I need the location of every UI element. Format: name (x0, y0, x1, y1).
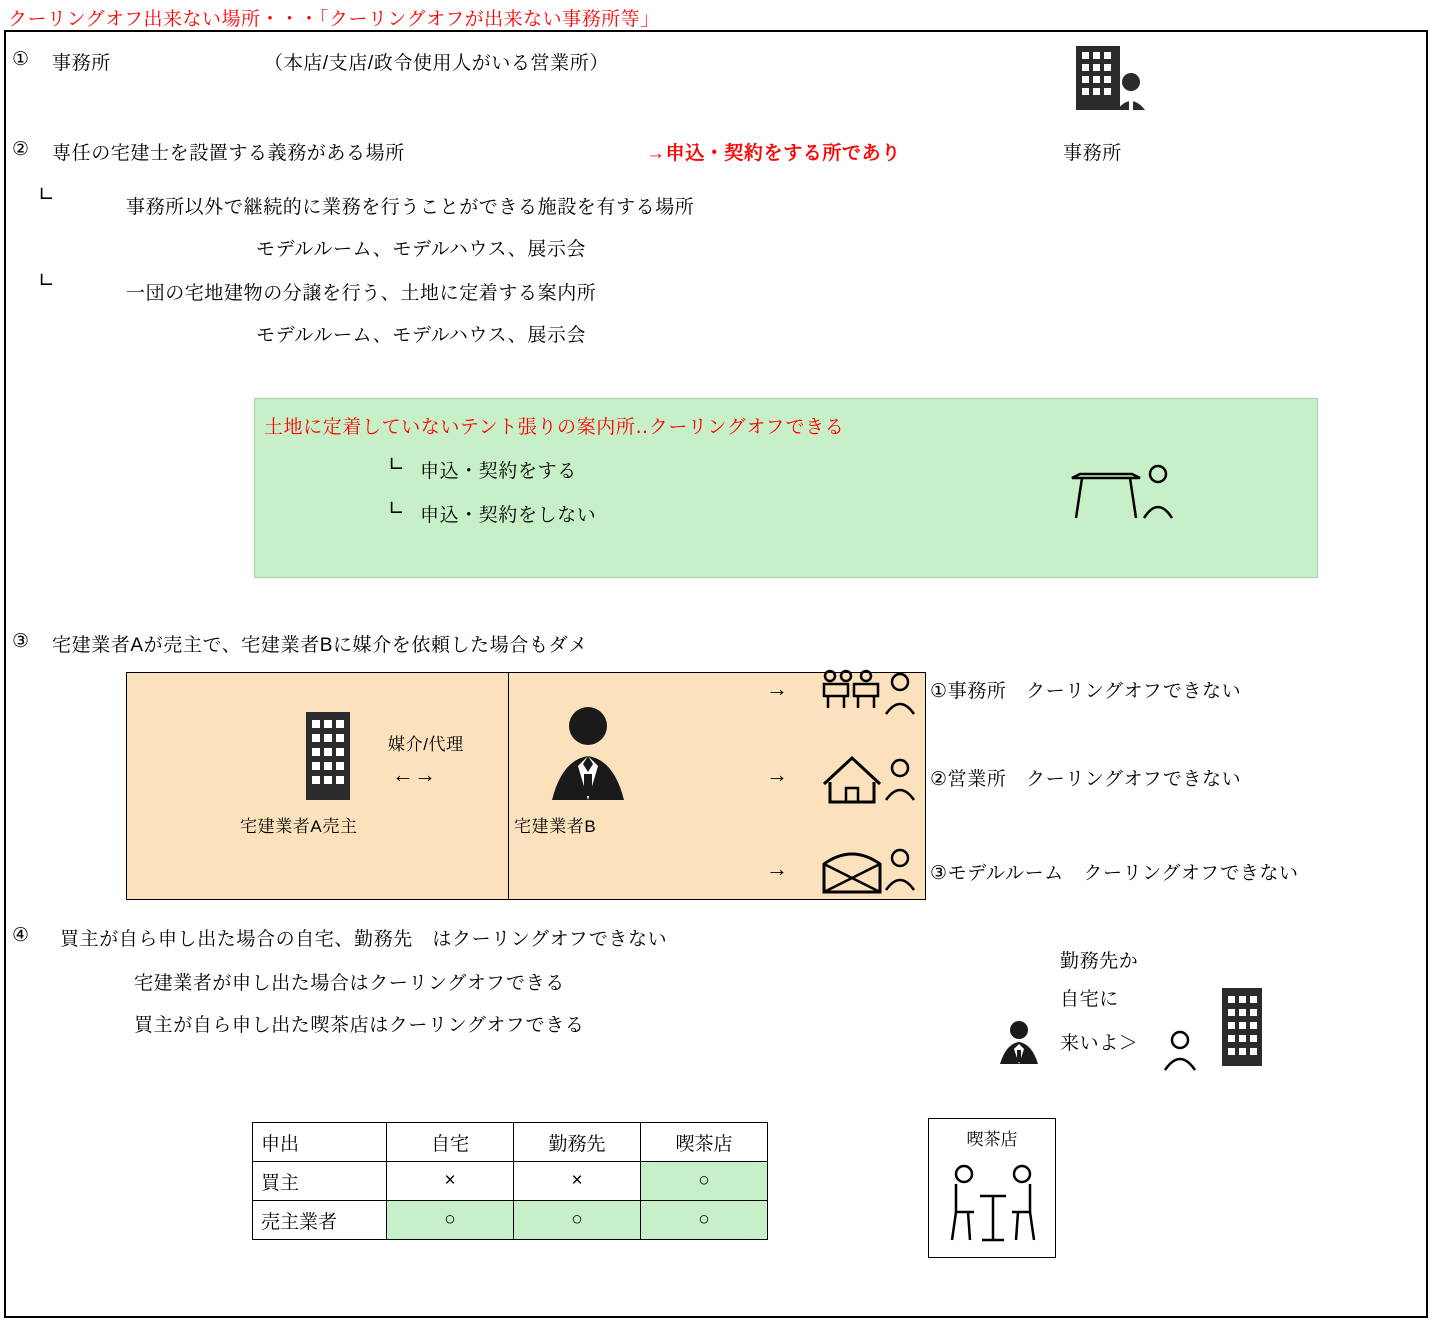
item-3-text: 宅建業者Aが売主で、宅建業者Bに媒介を依頼した場合もダメ (52, 635, 588, 656)
item-1-text: 事務所 (52, 53, 111, 74)
corner-hook-icon-1: ∟ (38, 182, 55, 206)
item-1-paren: （本店/支店/政令使用人がいる営業所） (264, 53, 609, 74)
corner-hook-icon-3: ∟ (388, 452, 405, 476)
model-room-icon (818, 842, 918, 905)
item-1-number: ① (12, 49, 30, 70)
item-4-sub-2: 買主が自ら申し出た喫茶店はクーリングオフできる (134, 1015, 585, 1036)
cafe-people-icon (944, 1160, 1042, 1257)
item-4-side-2: 自宅に (1060, 989, 1119, 1010)
item-4-sub-1: 宅建業者が申し出た場合はクーリングオフできる (134, 973, 565, 994)
company-b-label: 宅建業者B (514, 817, 597, 836)
item-2-sub-2-detail: モデルルーム、モデルハウス、展示会 (256, 325, 587, 346)
table-header-cell-1: 自宅 (387, 1123, 514, 1162)
page-title: クーリングオフ出来ない場所・・・「クーリングオフが出来ない事務所等」 (8, 9, 660, 30)
arrow-icon-2: → (766, 762, 788, 787)
office-icon-caption: 事務所 (1063, 143, 1122, 164)
buyer-person-icon (1158, 1028, 1202, 1077)
mediation-label: 媒介/代理 (388, 735, 464, 754)
tent-table-person-icon (1070, 452, 1180, 533)
table-row-1-cell-0: ○ (387, 1201, 514, 1240)
item-2-sub-2: 一団の宅地建物の分譲を行う、土地に定着する案内所 (126, 283, 597, 304)
summary-table (252, 1122, 768, 1240)
table-row-1-label: 売主業者 (253, 1201, 387, 1240)
mediation-arrow-icon: ←→ (392, 762, 436, 787)
item-2-red-note: →申込・契約をする所であり (646, 143, 901, 164)
item-2-sub-1: 事務所以外で継続的に業務を行うことができる施設を有する場所 (126, 197, 695, 218)
item-4-text: 買主が自ら申し出た場合の自宅、勤務先 はクーリングオフできない (60, 929, 668, 950)
table-row (253, 1162, 768, 1201)
company-a-building-icon (296, 706, 360, 811)
agent-person-icon (996, 1018, 1042, 1071)
table-row-0-label: 買主 (253, 1162, 387, 1201)
table-header-cell-2: 勤務先 (514, 1123, 641, 1162)
item-3-right-1: ①事務所 クーリングオフできない (930, 681, 1242, 702)
table-row-1-cell-2: ○ (641, 1201, 768, 1240)
item-3-number: ③ (12, 631, 30, 652)
corner-hook-icon-2: ∟ (38, 268, 55, 292)
arrow-icon-1: → (766, 676, 788, 701)
item-2-sub-1-detail: モデルルーム、モデルハウス、展示会 (256, 239, 587, 260)
office-desks-icon (818, 668, 918, 729)
table-row-0-cell-2: ○ (641, 1162, 768, 1201)
house-icon (818, 752, 918, 815)
cafe-caption: 喫茶店 (966, 1130, 1018, 1149)
company-a-label: 宅建業者A売主 (240, 817, 358, 836)
table-header-cell-3: 喫茶店 (641, 1123, 768, 1162)
item-3-right-2: ②営業所 クーリングオフできない (930, 769, 1242, 790)
corner-hook-icon-4: ∟ (388, 496, 405, 520)
item-2-text: 専任の宅建士を設置する義務がある場所 (52, 143, 405, 164)
item-4-side-1: 勤務先か (1060, 951, 1139, 972)
table-header-row (253, 1123, 768, 1162)
tent-panel-title: 土地に定着していないテント張りの案内所‥クーリングオフできる (264, 417, 845, 438)
table-row-0-cell-0: × (387, 1162, 514, 1201)
item-4-side-3: 来いよ＞ (1060, 1033, 1139, 1054)
item-3-right-3: ③モデルルーム クーリングオフできない (930, 863, 1299, 884)
item-2-number: ② (12, 139, 30, 160)
tent-panel-line-2: 申込・契約をしない (420, 505, 597, 526)
arrow-icon-3: → (766, 856, 788, 881)
tent-panel-line-1: 申込・契約をする (420, 461, 577, 482)
office-building-icon (1068, 42, 1154, 123)
table-row (253, 1201, 768, 1240)
table-row-0-cell-1: × (514, 1162, 641, 1201)
table-header-cell-0: 申出 (253, 1123, 387, 1162)
table-row-1-cell-1: ○ (514, 1201, 641, 1240)
company-b-person-icon (540, 700, 636, 809)
workplace-building-icon (1216, 984, 1268, 1075)
item-4-number: ④ (12, 925, 30, 946)
